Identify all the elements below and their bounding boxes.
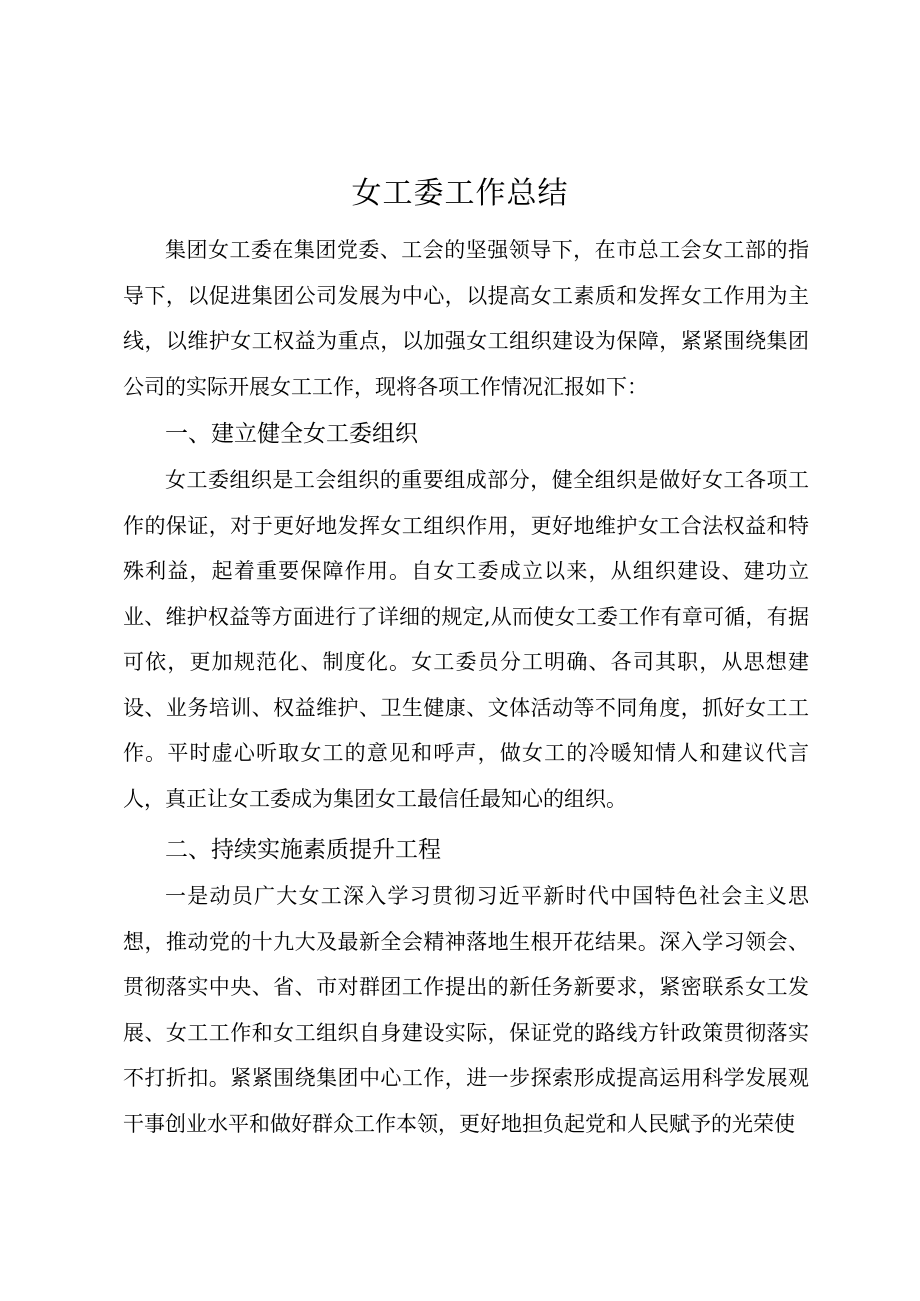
section-heading-2: 二、持续实施素质提升工程: [165, 837, 441, 863]
intro-paragraph: 集团女工委在集团党委、工会的坚强领导下，在市总工会女工部的指导下，以促进集团公司发展为中心，以提高女工素质和发挥女工作用为主线，以维护女工权益为重点，以加强女工组织建设为保障，紧紧围绕集团公司的实际开展女工工作，现将各项工作情况汇报如下：: [123, 238, 809, 399]
document-title: 女工委工作总结: [351, 176, 569, 211]
section-body-1: 女工委组织是工会组织的重要组成部分，健全组织是做好女工各项工作的保证，对于更好地发挥女工组织作用，更好地维护女工合法权益和特殊利益，起着重要保障作用。自女工委成立以来，从组织建设、建功立业、维护权益等方面进行了详细的规定,从而使女工委工作有章可循，有据可依，更加规范化、制度化。女工委员分工明确、各司其职，从思想建设、业务培训、权益维护、卫生健康、文体活动等不同角度，抓好女工工作。平时虚心听取女工的意见和呼声，做女工的冷暖知情人和建议代言人，真正让女工委成为集团女工最信任最知心的组织。: [123, 468, 809, 811]
section-heading-1: 一、建立健全女工委组织: [165, 421, 418, 447]
section-body-2: 一是动员广大女工深入学习贯彻习近平新时代中国特色社会主义思想，推动党的十九大及最新全会精神落地生根开花结果。深入学习领会、贯彻落实中央、省、市对群团工作提出的新任务新要求，紧密联系女工发展、女工工作和女工组织自身建设实际，保证党的路线方针政策贯彻落实不打折扣。紧紧围绕集团中心工作，进一步探索形成提高运用科学发展观干事创业水平和做好群众工作本领，更好地担负起党和人民赋予的光荣使: [123, 884, 809, 1136]
